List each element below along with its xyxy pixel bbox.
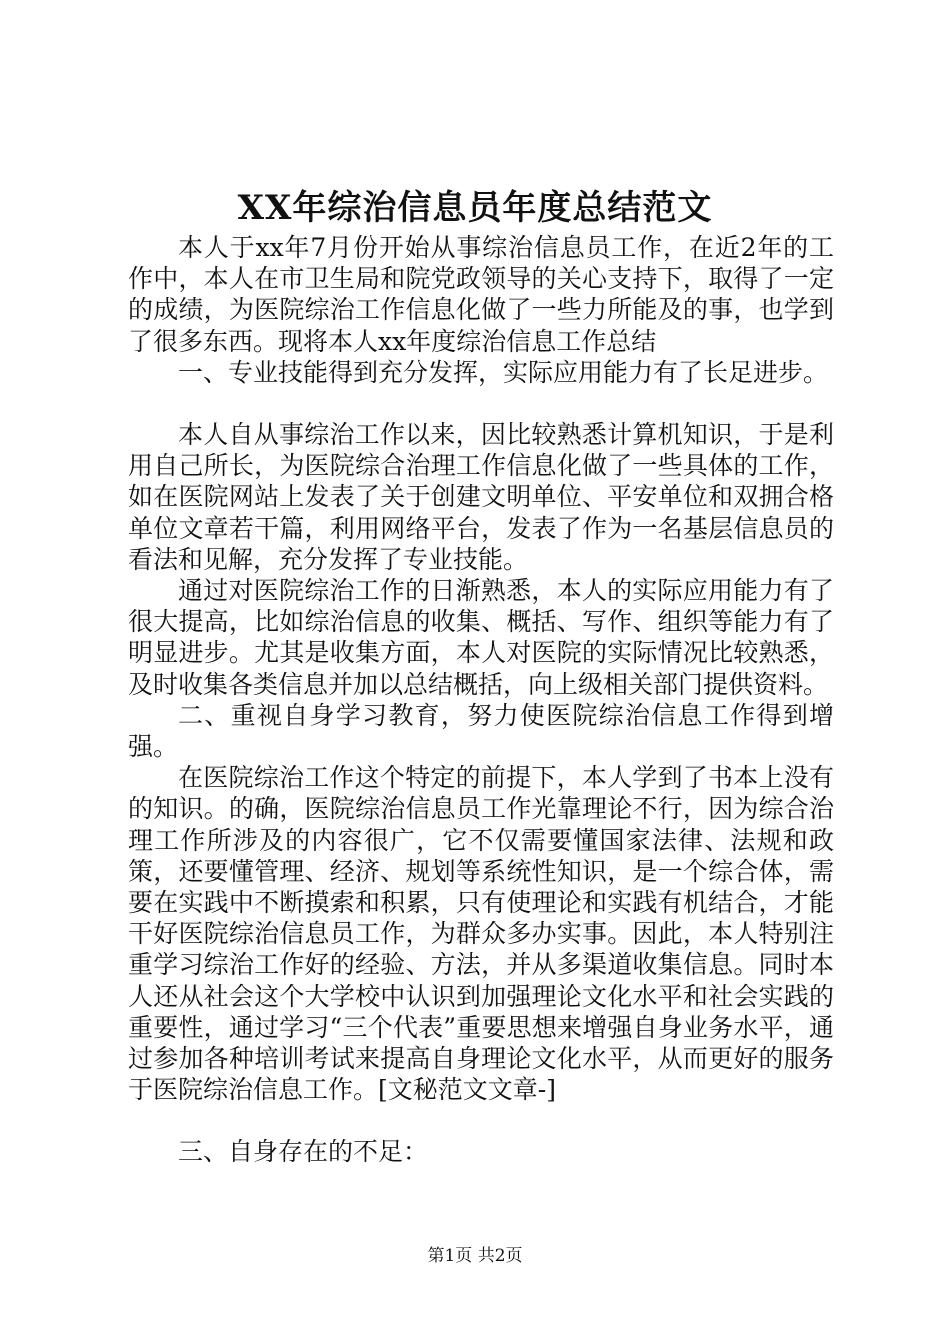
section-heading-2: 二、重视自身学习教育，努力使医院综治信息工作得到增强。 xyxy=(128,700,834,762)
paragraph-skills: 本人自从事综治工作以来，因比较熟悉计算机知识，于是利用自己所长，为医院综合治理工作信息化做了一些具体的工作，如在医院网站上发表了关于创建文明单位、平安单位和双拥合格单位文章若干篇，利用网络平台，发表了作为一名基层信息员的看法和见解，充分发挥了专业技能。 xyxy=(128,420,834,574)
document-title: XX年综治信息员年度总结范文 xyxy=(237,188,713,228)
page-footer: 第1页 共2页 xyxy=(427,1246,523,1266)
blank-line xyxy=(128,1105,834,1136)
paragraph-intro: 本人于xx年7月份开始从事综治信息员工作，在近2年的工作中，本人在市卫生局和院党政领导的关心支持下，取得了一定的成绩，为医院综治工作信息化做了一些力所能及的事，也学到了很多东西。现将本人xx年度综治信息工作总结 xyxy=(128,233,834,356)
document-body xyxy=(128,232,834,1168)
paragraph-ability: 通过对医院综治工作的日渐熟悉，本人的实际应用能力有了很大提高，比如综治信息的收集、概括、写作、组织等能力有了明显进步。尤其是收集方面，本人对医院的实际情况比较熟悉，及时收集各类信息并加以总结概括，向上级相关部门提供资料。 xyxy=(128,576,834,699)
section-heading-3: 三、自身存在的不足： xyxy=(178,1137,429,1167)
blank-line xyxy=(128,388,834,419)
section-heading-1: 一、专业技能得到充分发挥，实际应用能力有了长足进步。 xyxy=(178,357,829,387)
paragraph-learning: 在医院综治工作这个特定的前提下，本人学到了书本上没有的知识。的确，医院综治信息员工作光靠理论不行，因为综合治理工作所涉及的内容很广，它不仅需要懂国家法律、法规和政策，还要懂管理、经济、规划等系统性知识，是一个综合体，需要在实践中不断摸索和积累，只有使理论和实践有机结合，才能干好医院综治信息员工作，为群众多办实事。因此，本人特别注重学习综治工作好的经验、方法，并从多渠道收集信息。同时本人还从社会这个大学校中认识到加强理论文化水平和社会实践的重要性，通过学习“三个代表”重要思想来增强自身业务水平，通过参加各种培训考试来提高自身理论文化水平，从而更好的服务于医院综治信息工作。[文秘范文文章-] xyxy=(128,763,834,1105)
